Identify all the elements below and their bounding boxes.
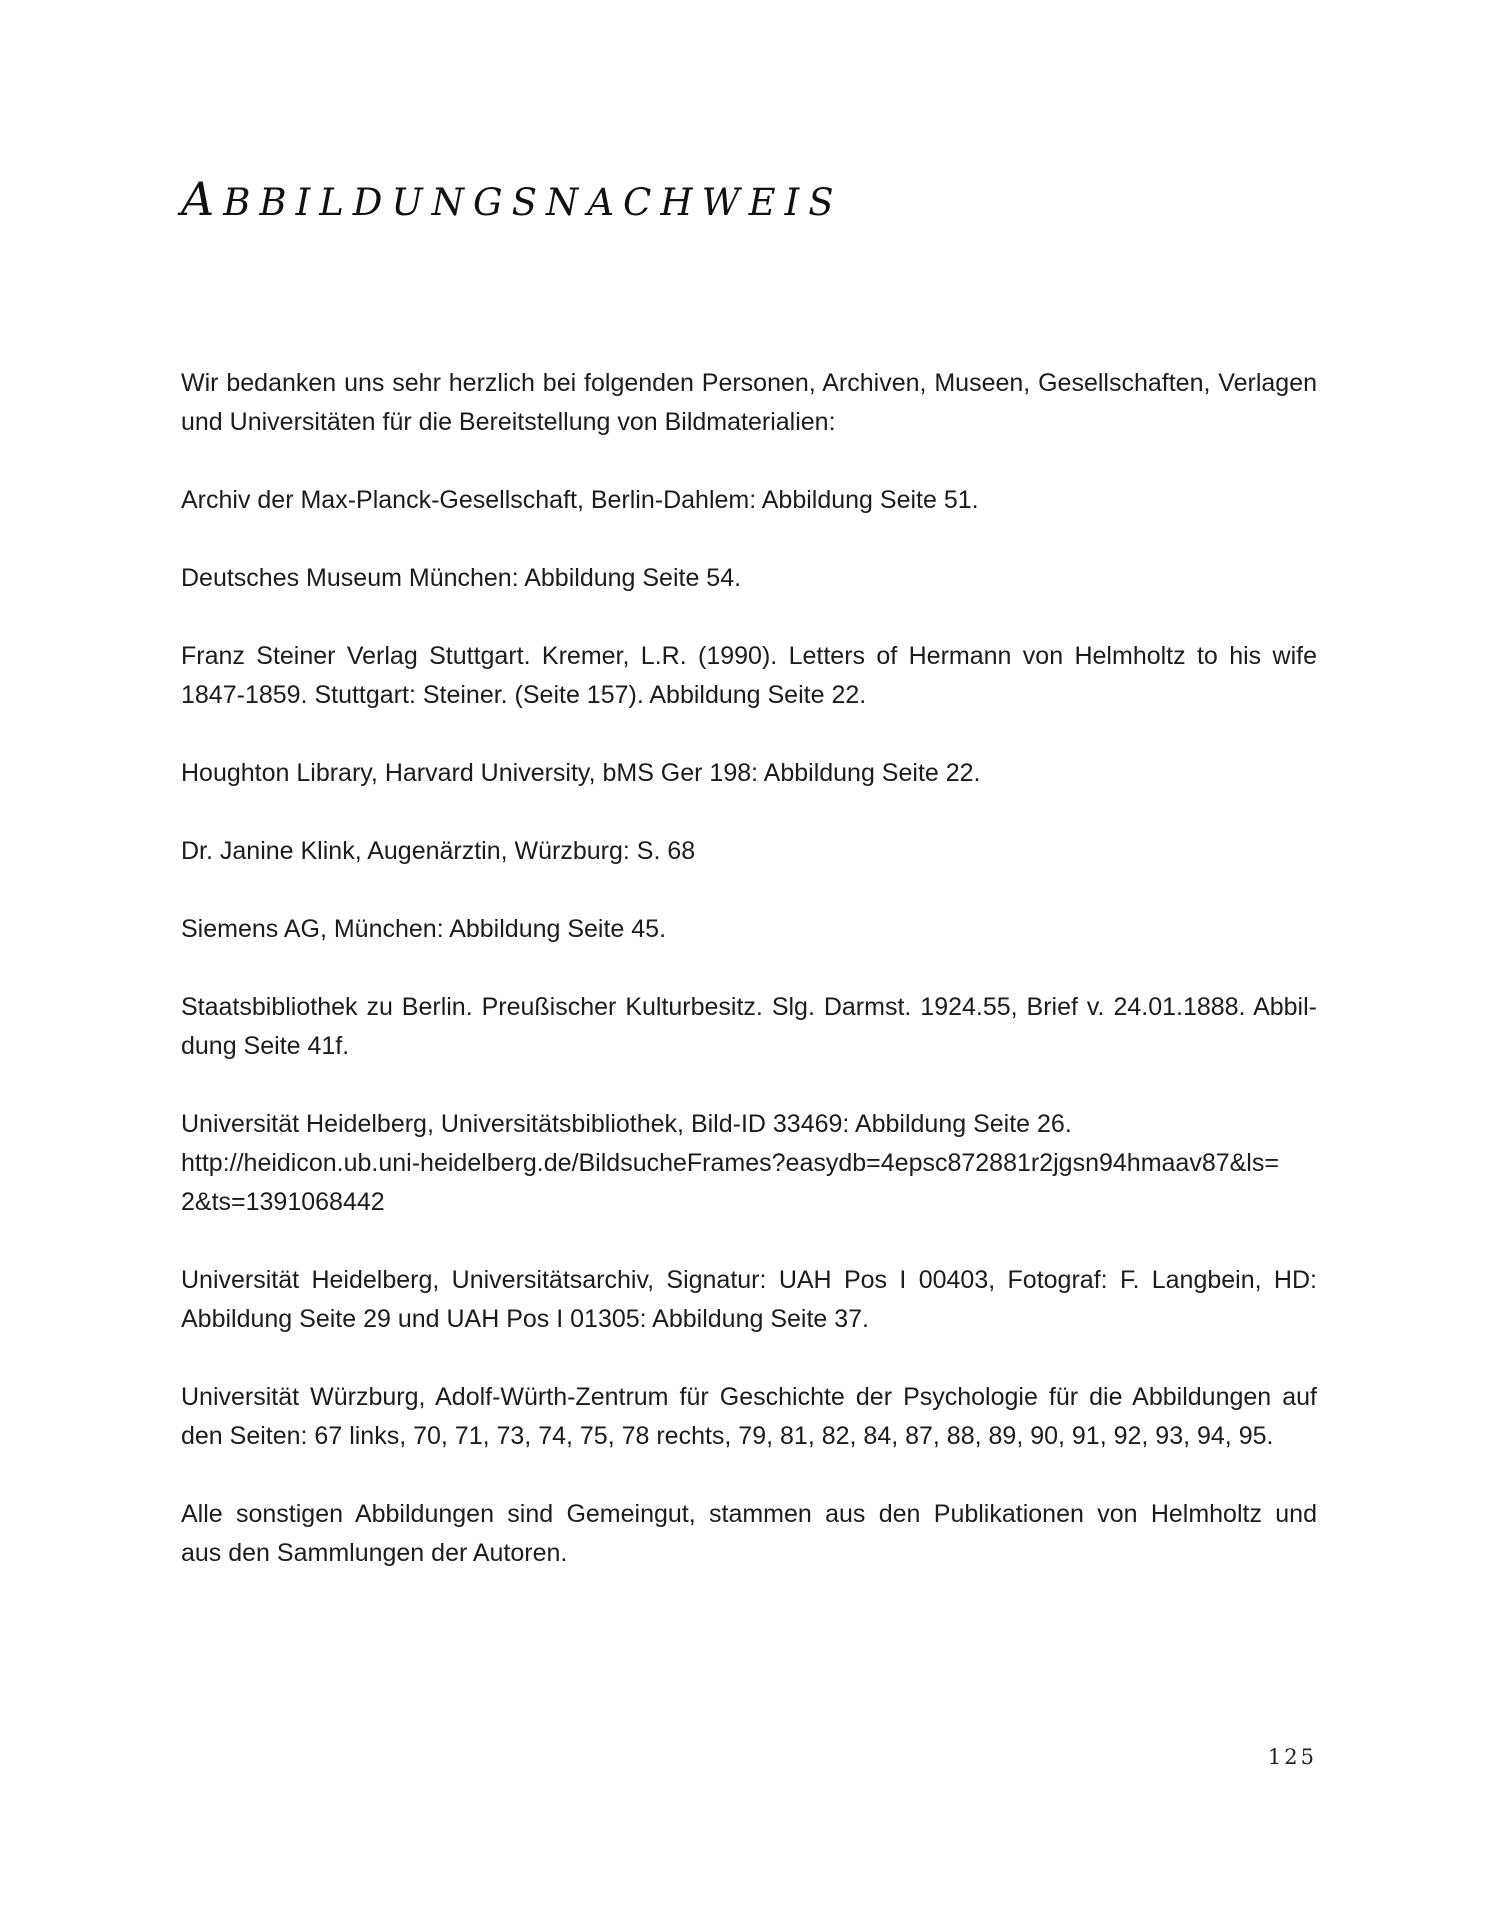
credit-entry-klink <box>181 832 1317 871</box>
credit-entry-steiner-verlag <box>181 637 1317 715</box>
credit-entry-deutsches-museum <box>181 559 1317 598</box>
credit-entry-mpg <box>181 481 1317 520</box>
credit-line: Deutsches Museum München: Abbildung Seite 54. <box>181 564 742 592</box>
credit-line: Universität Heidelberg, Universitätsarchiv, Signatur: UAH Pos I 00403, Fotograf: F. Langbein, HD: <box>181 1266 1317 1294</box>
intro-paragraph <box>181 364 1317 442</box>
credit-line: dung Seite 41f. <box>181 1032 350 1060</box>
credit-url: http://heidicon.ub.uni-heidelberg.de/BildsucheFrames?easydb=4epsc872881r2jgsn94hmaav87&ls= <box>181 1149 1279 1177</box>
credit-entry-uni-archiv-heidelberg <box>181 1261 1317 1339</box>
credit-entry-siemens <box>181 910 1317 949</box>
acknowledgements-body <box>181 364 1317 1612</box>
intro-line: Wir bedanken uns sehr herzlich bei folgenden Personen, Archiven, Museen, Gesellschaften, Verlagen <box>181 369 1317 397</box>
page-number: 125 <box>1267 1745 1317 1769</box>
credit-line: Staatsbibliothek zu Berlin. Preußischer Kulturbesitz. Slg. Darmst. 1924.55, Brief v. 24.01.1888. Abbil- <box>181 993 1317 1021</box>
closing-line: aus den Sammlungen der Autoren. <box>181 1539 568 1567</box>
intro-line: und Universitäten für die Bereitstellung von Bildmaterialien: <box>181 408 836 436</box>
credit-line: Franz Steiner Verlag Stuttgart. Kremer, L.R. (1990). Letters of Hermann von Helmholtz to his wife <box>181 642 1317 670</box>
page-title-rest: BBILDUNGSNACHWEIS <box>223 181 843 224</box>
credit-url: 2&ts=1391068442 <box>181 1188 385 1216</box>
credit-line: Universität Würzburg, Adolf-Würth-Zentrum für Geschichte der Psychologie für die Abbildungen auf <box>181 1383 1317 1411</box>
closing-paragraph <box>181 1495 1317 1573</box>
credit-line: Universität Heidelberg, Universitätsbibliothek, Bild-ID 33469: Abbildung Seite 26. <box>181 1110 1072 1138</box>
credit-line: Houghton Library, Harvard University, bMS Ger 198: Abbildung Seite 22. <box>181 759 981 787</box>
credit-line: 1847-1859. Stuttgart: Steiner. (Seite 157). Abbildung Seite 22. <box>181 681 867 709</box>
credit-entry-ub-heidelberg <box>181 1105 1317 1222</box>
credit-entry-houghton-library <box>181 754 1317 793</box>
credit-line: Abbildung Seite 29 und UAH Pos I 01305: Abbildung Seite 37. <box>181 1305 870 1333</box>
credit-line: Siemens AG, München: Abbildung Seite 45. <box>181 915 667 943</box>
closing-line: Alle sonstigen Abbildungen sind Gemeingut, stammen aus den Publikationen von Helmholtz und <box>181 1500 1317 1528</box>
credit-line: Archiv der Max-Planck-Gesellschaft, Berlin-Dahlem: Abbildung Seite 51. <box>181 486 979 514</box>
page-title-initial: A <box>181 172 224 226</box>
credit-line: den Seiten: 67 links, 70, 71, 73, 74, 75, 78 rechts, 79, 81, 82, 84, 87, 88, 89, 90, 91, 92, 93, 94, 95. <box>181 1422 1274 1450</box>
credit-entry-uni-wuerzburg <box>181 1378 1317 1456</box>
page-title <box>181 172 843 226</box>
credit-entry-staatsbibliothek <box>181 988 1317 1066</box>
credit-line: Dr. Janine Klink, Augenärztin, Würzburg: S. 68 <box>181 837 696 865</box>
